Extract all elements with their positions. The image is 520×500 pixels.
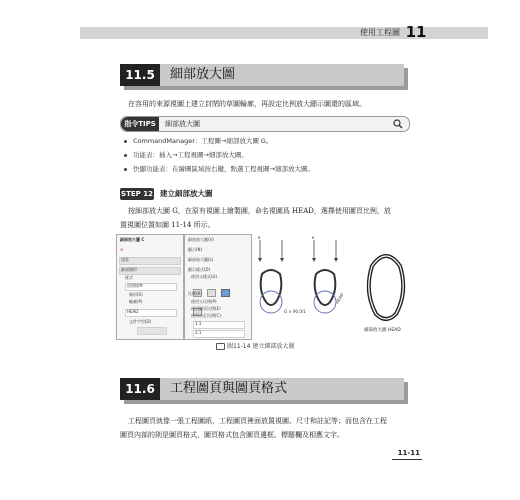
drawing-figure <box>252 236 412 340</box>
section-header-11-5 <box>120 64 404 86</box>
outro-line: 圖頁內部的則是圖頁格式，圖頁格式包含圖頁邊框、標題欄及相應文字。 <box>120 431 344 439</box>
tips-item: 功能表：插入→工程視圖→細部放大圖。 <box>124 148 248 162</box>
head-label: HEAD <box>334 292 345 305</box>
panel-title: 細部放大圖 C <box>120 237 145 242</box>
radio-parent-scale[interactable]: 使用父比例(P) <box>191 299 217 304</box>
step-title: 建立細部放大圖 <box>160 189 213 198</box>
camera-icon <box>216 343 225 350</box>
outro-line: 工程圖頁就像一張工程圖紙，工程圖頁裡面放置視圖、尺寸和註記等；而包含在工程 <box>128 417 387 425</box>
figure-caption: 圖11-14 建立細部放大圖 <box>216 342 294 352</box>
page-number-rule <box>392 459 422 460</box>
scaled-view-label: 細部放大圖 HEAD <box>364 328 401 333</box>
detail-circle[interactable] <box>260 291 282 313</box>
callout-label: G × 90.0/1 <box>284 309 306 314</box>
property-manager-left: 細部放大圖 C ✕ 訊息 細部圓形 樣式 依照標準 圓形(S) 輪廓(P) HEAD 文件字型(D) <box>116 234 184 340</box>
close-icon[interactable]: ✕ <box>120 247 124 252</box>
section-title: 細部放大圖 <box>170 67 236 82</box>
display-style-buttons[interactable] <box>193 282 233 288</box>
svg-text:B: B <box>312 236 315 240</box>
font-button[interactable] <box>137 327 167 335</box>
section-header-11-6 <box>120 378 404 400</box>
section-title: 工程圖頁與圖頁格式 <box>170 381 288 396</box>
row-label: 訊息 <box>121 257 129 262</box>
tips-item: 快顯功能表：在繪圖區域按右鍵，點選工程視圖→細部放大圖。 <box>124 162 314 176</box>
search-icon <box>393 119 403 129</box>
checkbox-doc-font[interactable]: 文件字型(D) <box>129 319 152 324</box>
row-label: 樣式 <box>125 275 133 280</box>
running-title: 使用工程圖 <box>360 28 400 37</box>
row-label: 細部圓形 <box>121 267 137 272</box>
tips-title: 細部放大圖 <box>165 120 200 128</box>
tips-label: 指令TIPS <box>121 117 159 131</box>
step-text-line: 置視圖位置如圖 11-14 所示。 <box>120 221 215 229</box>
chapter-number: 11 <box>405 23 427 41</box>
step-badge: STEP 12 <box>121 190 153 198</box>
page-number: 11-11 <box>397 449 420 457</box>
step-text-line: 按細部放大圖 G，在原有視圖上繪製圓，命名視圖爲 HEAD，選擇使用圖頁比例，放 <box>128 207 391 215</box>
radio-profile[interactable]: 輪廓(P) <box>129 299 143 304</box>
svg-text:B: B <box>258 236 261 240</box>
radio-custom-scale[interactable]: 使用自訂比例(C) <box>191 313 221 318</box>
tips-item: CommandManager：工程圖→細部放大圖 G。 <box>124 134 272 148</box>
intro-paragraph: 在容用的來源視圖上建立封閉的草圖輪廓，再設定比例放大顯示圖還的區域。 <box>128 100 366 108</box>
radio-sheet-scale[interactable]: 使用圖頁比例(E) <box>191 306 221 311</box>
checkbox-parent-style[interactable]: 使用父樣式(U) <box>191 274 218 279</box>
section-number: 11.6 <box>120 378 160 400</box>
section-number: 11.5 <box>120 64 160 86</box>
radio-circle[interactable]: 圓形(S) <box>129 292 143 297</box>
property-manager-right: 細部放大圖(V) 顯示(N) 細部放大圖(L) 顯示樣式(D) 使用父樣式(U) 比例(R) 使用父比例(P) 使用圖頁比例(E) 使用自訂比例(C) 1:1 2:1 <box>184 234 252 340</box>
tips-bar <box>120 116 410 132</box>
